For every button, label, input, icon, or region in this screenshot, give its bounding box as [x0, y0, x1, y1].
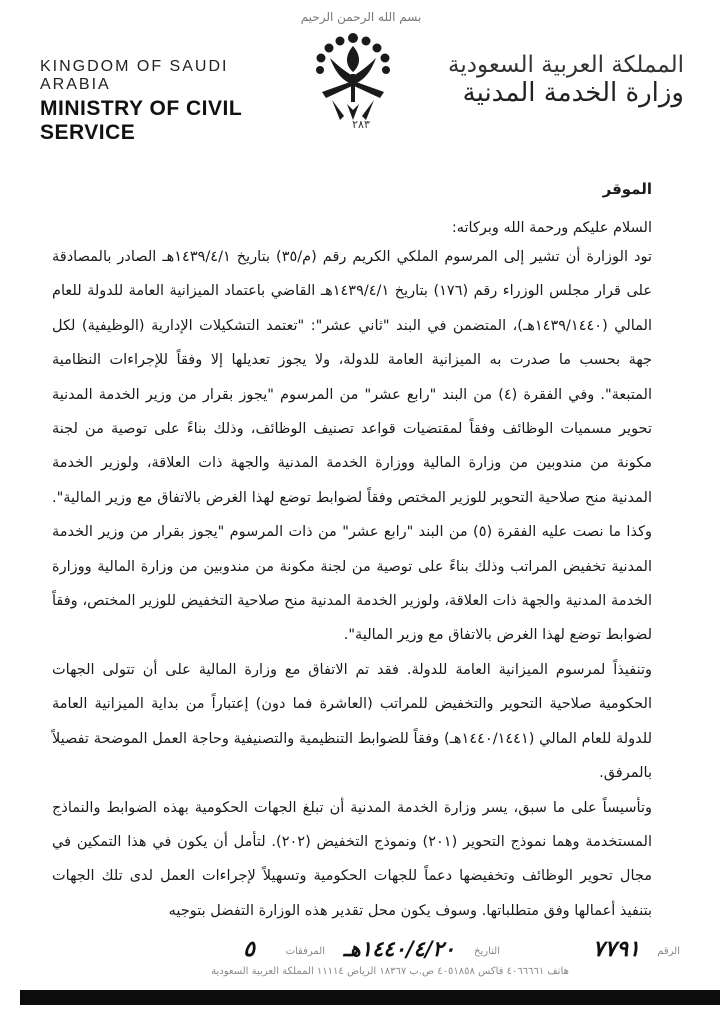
english-ministry-title: MINISTRY OF CIVIL SERVICE: [40, 97, 242, 144]
saudi-emblem-icon: [300, 30, 406, 122]
paragraph-2: وتنفيذاً لمرسوم الميزانية العامة للدولة. فقد تم الاتفاق مع وزارة المالية على أن تتولى الجهات الحكومية صلاحية التحوير والتخفيض للمراتب (العاشرة فما دون) إعتباراً من بداية الميزانية العامة للدولة للعام المالي (١٤٤٠/١٤٤١هـ) وفقاً للضوابط التنظيمية والتصنيفية وحاجة العمل الموضحة تفصيلاً بالمرفق.: [52, 661, 652, 782]
paragraph-3: وتأسيساً على ما سبق، يسر وزارة الخدمة المدنية أن تبلغ الجهات الحكومية بهذه الضوابط والنماذج المستخدمة وهما نموذج التحوير (٢٠١) ونموذج التخفيض (٢٠٢). لتأمل أن يكون في هذا التمكين في مجال تحوير الوظائف وتخفيضها دعماً للجهات الحكومية وتسهيلاً لإجراءات العمل لدى تلك الجهات بتنفيذ أعمالها وفق متطلباتها. وسوف يكون محل تقدير هذه الوزارة التفضل بتوجيه: [52, 799, 652, 919]
number-label: الرقم: [657, 946, 680, 957]
contact-info: هاتف ٤٠٦٦٦٦١ فاكس ٤٠٥١٨٥٨ ص.ب ١٨٣٦٧ الرياض ١١١١٤ المملكة العربية السعودية: [211, 966, 569, 977]
english-kingdom-title: KINGDOM OF SAUDI ARABIA: [40, 58, 229, 93]
greeting: السلام عليكم ورحمة الله وبركاته:: [451, 220, 652, 236]
date-value: ١٤٤٠/٤/٢٠هـ: [343, 936, 455, 961]
date-label: التاريخ: [474, 946, 500, 957]
salutation: الموقر: [602, 180, 652, 198]
footer-bar: [20, 990, 720, 1005]
letter-body: [52, 180, 652, 928]
attachments-value: ٥: [243, 936, 255, 962]
number-value: ٧٧٩١: [592, 936, 640, 962]
header-english: [40, 58, 290, 145]
attachments-label: المرفقات: [285, 946, 325, 957]
arabic-ministry-title: وزارة الخدمة المدنية: [462, 78, 684, 108]
emblem-number: ٢٨٣: [352, 118, 370, 131]
reference-row: [60, 936, 680, 964]
arabic-kingdom-title: المملكة العربية السعودية: [448, 52, 684, 78]
paragraph-1: تود الوزارة أن تشير إلى المرسوم الملكي الكريم رقم (م/٣٥) بتاريخ ١٤٣٩/٤/١هـ الصادر بالمصادقة على قرار مجلس الوزراء رقم (١٧٦) بتاريخ ١٤٣٩/٤/١هـ القاضي باعتماد الميزانية العامة للدولة للعام المالي (١٤٣٩/١٤٤٠هـ)، المتضمن في البند "ثاني عشر": "تعتمد التشكيلات الإدارية (الوظيفية) لكل جهة بحسب ما صدرت به الميزانية العامة للدولة، ولا يجوز تعديلها إلا وفقاً للإجراءات النظامية المتبعة". وفي الفقرة (٤) من البند "رابع عشر" من المرسوم "يجوز بقرار من وزير الخدمة المدنية تحوير مسميات الوظائف وفقاً لمقتضيات قواعد تصنيف الوظائف، وذلك بناءً على توصية من لجنة مكونة من مندوبين من وزارة المالية ووزارة الخدمة المدنية والجهة ذات العلاقة، ولوزير الخدمة المدنية منح صلاحية التحوير للوزير المختص وفقاً لضوابط توضع لهذا الغرض بالاتفاق مع وزير المالية". وكذا ما نصت عليه الفقرة (٥) من البند "رابع عشر" من ذات المرسوم "يجوز بقرار من وزير الخدمة المدنية تخفيض المراتب وذلك بناءً على توصية من لجنة مكونة من مندوبين من وزارة المالية ووزارة الخدمة المدنية والجهة ذات العلاقة، ولوزير الخدمة المدنية منح صلاحية التخفيض للوزير المختص، وفقاً لضوابط توضع لهذا الغرض بالاتفاق مع وزير المالية".: [52, 249, 652, 644]
basmala: بسم الله الرحمن الرحيم: [300, 10, 422, 24]
header-arabic: [414, 52, 684, 108]
paragraphs: [52, 240, 652, 928]
